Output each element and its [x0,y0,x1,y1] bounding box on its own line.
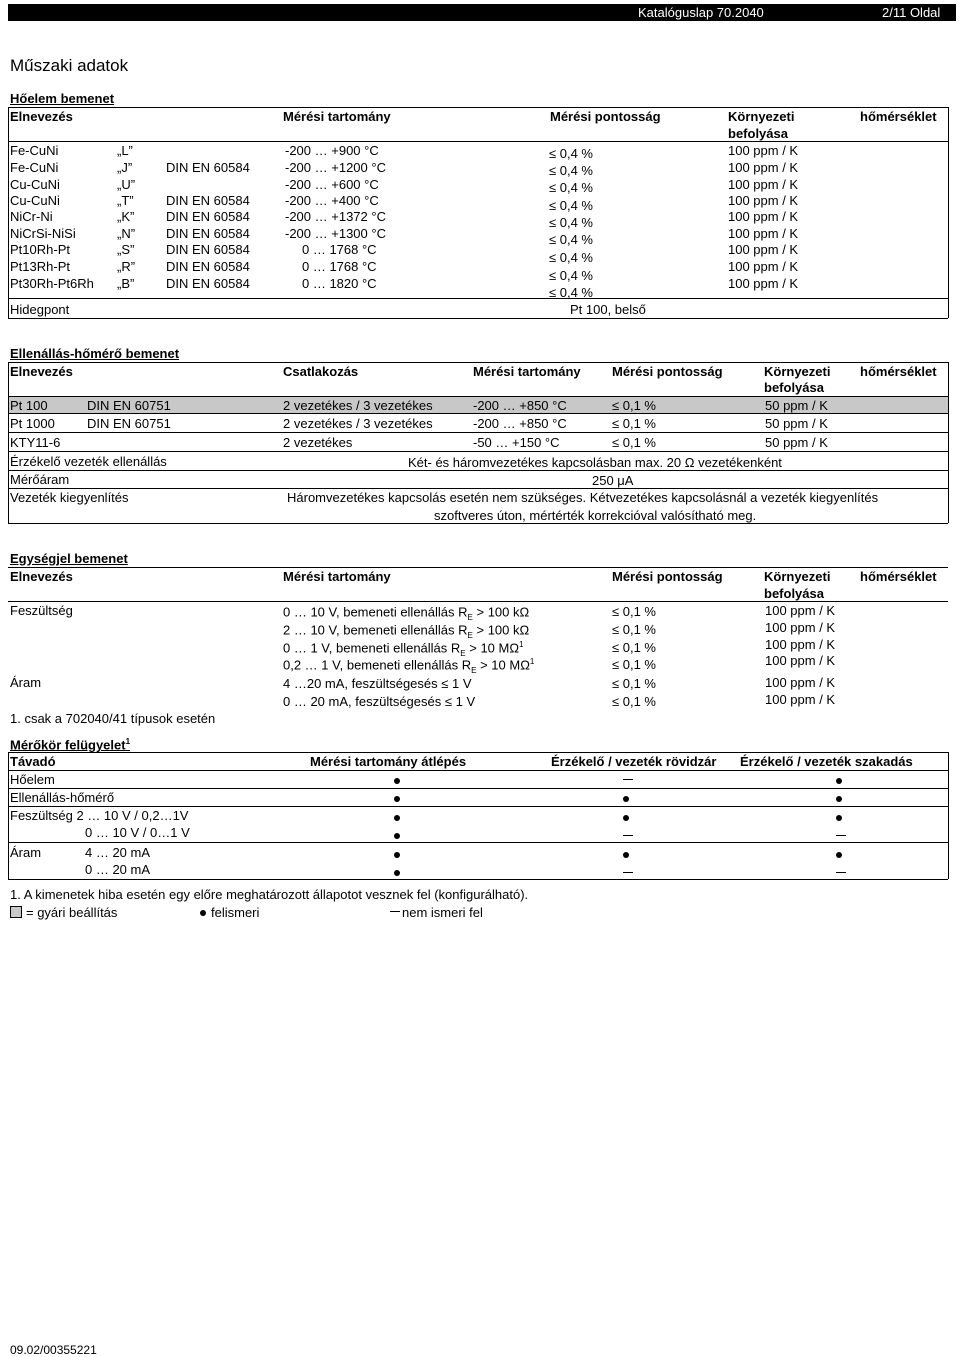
table-border [948,107,949,318]
monitor-row-sublabel: 0 … 20 mA [85,862,151,877]
th-env: Környezeti [728,109,795,124]
lead-compensation-value-1: Háromvezetékes kapcsolás esetén nem szükséges. Kétvezetékes kapcsolásnál a vezeték kiegyenlítés [287,490,879,505]
tc-env: 100 ppm / K [728,193,799,208]
th-range: Mérési tartomány [283,569,391,584]
th-name: Elnevezés [10,109,73,124]
voltage-env: 100 ppm / K [765,603,836,618]
tc-type: „T” [117,193,134,208]
voltage-accuracy: ≤ 0,1 % [612,657,656,672]
rtd-accuracy: ≤ 0,1 % [612,416,656,431]
tc-accuracy: ≤ 0,4 % [549,146,593,161]
header-bar [8,4,956,21]
th-open-circuit: Érzékelő / vezeték szakadás [740,754,913,769]
tc-standard: DIN EN 60584 [166,276,250,291]
table-border [8,362,9,523]
th-env-3: befolyása [764,380,824,395]
divider [8,770,948,771]
recognised-dot [836,852,842,858]
rtd-connection: 2 vezetékes / 3 vezetékes [283,416,433,431]
page-number: 2/11 Oldal [882,5,941,20]
rtd-standard: DIN EN 60751 [87,416,171,431]
recognised-dot [623,815,629,821]
measuring-current-value: 250 μA [592,473,634,488]
recognised-dot [623,852,629,858]
voltage-accuracy: ≤ 0,1 % [612,640,656,655]
current-accuracy: ≤ 0,1 % [612,676,656,691]
tc-env: 100 ppm / K [728,160,799,175]
tc-name: Pt13Rh-Pt [10,259,70,274]
tc-standard: DIN EN 60584 [166,259,250,274]
rtd-name: Pt 1000 [10,416,55,431]
th-name: Elnevezés [10,364,73,379]
tc-range: 0 … 1768 °C [302,259,377,274]
tc-name: Pt10Rh-Pt [10,242,70,257]
lead-compensation-label: Vezeték kiegyenlítés [10,490,129,505]
measuring-current-label: Mérőáram [10,472,70,487]
rtd-name: Pt 100 [10,398,48,413]
legend-unknown: nem ismeri fel [402,905,483,920]
th-short-circuit: Érzékelő / vezeték rövidzár [551,754,717,769]
divider [8,488,948,489]
tc-env: 100 ppm / K [728,177,799,192]
tc-env: 100 ppm / K [728,226,799,241]
tc-accuracy: ≤ 0,4 % [549,198,593,213]
tc-range: 0 … 1768 °C [302,242,377,257]
tc-name: NiCr-Ni [10,209,53,224]
th-env-2: hőmérséklet [860,364,937,379]
divider [8,788,948,789]
not-recognised-dash [623,872,633,873]
recognised-dot [394,778,400,784]
not-recognised-dash [623,779,633,780]
tc-name: Pt30Rh-Pt6Rh [10,276,94,291]
recognised-dot [394,833,400,839]
voltage-range: 0 … 10 V, bemeneti ellenállás $R_E > 100$ kΩ [283,604,530,622]
voltage-range: 2 … 10 V, bemeneti ellenállás $R_E > 100$ kΩ [283,622,530,640]
tc-range: -200 … +900 °C [285,143,379,158]
tc-range: -200 … +1300 °C [285,226,386,241]
tc-name: NiCrSi-NiSi [10,226,76,241]
cold-junction-value: Pt 100, belső [570,302,646,317]
tc-env: 100 ppm / K [728,276,799,291]
current-label: Áram [10,675,42,690]
recognised-dot [836,778,842,784]
th-env-2: hőmérséklet [860,109,937,124]
tc-env: 100 ppm / K [728,242,799,257]
divider [8,413,948,414]
tc-standard: DIN EN 60584 [166,242,250,257]
catalog-number: Katalóguslap 70.2040 [638,5,764,20]
document-number: 09.02/00355221 [10,1343,97,1357]
divider [8,842,948,843]
divider [8,601,948,602]
rtd-accuracy: ≤ 0,1 % [612,435,656,450]
factory-default-swatch [10,906,22,918]
unit-footnote: 1. csak a 702040/41 típusok esetén [10,711,216,726]
divider [8,523,948,524]
current-env: 100 ppm / K [765,692,836,707]
tc-type: „S” [117,242,135,257]
monitor-row-label: Áram [10,845,42,860]
tc-type: „B” [117,276,135,291]
tc-name: Cu-CuNi [10,193,60,208]
tc-type: „K” [117,209,135,224]
divider [8,806,948,807]
tc-type: „N” [117,226,136,241]
table-border [8,752,9,879]
rtd-connection: 2 vezetékes [283,435,353,450]
th-sensor: Távadó [10,754,56,769]
th-connection: Csatlakozás [283,364,359,379]
recognised-dot [394,796,400,802]
tc-standard: DIN EN 60584 [166,209,250,224]
tc-accuracy: ≤ 0,4 % [549,285,593,300]
recognised-dot [836,796,842,802]
th-acc: Mérési pontosság [612,569,723,584]
voltage-label: Feszültség [10,603,73,618]
divider [8,470,948,471]
tc-range: -200 … +1200 °C [285,160,386,175]
divider [8,752,948,753]
tc-type: „R” [117,259,136,274]
section-standard-signal: Egységjel bemenet [10,551,128,566]
th-env: Környezeti [764,364,831,379]
th-name: Elnevezés [10,569,73,584]
tc-range: -200 … +1372 °C [285,209,386,224]
tc-name: Fe-CuNi [10,143,59,158]
voltage-env: 100 ppm / K [765,653,836,668]
table-border [8,107,9,318]
current-range: 0 … 20 mA, feszültségesés ≤ 1 V [283,694,476,709]
th-env: Környezeti [764,569,831,584]
rtd-standard: DIN EN 60751 [87,398,171,413]
current-accuracy: ≤ 0,1 % [612,694,656,709]
divider [8,141,948,142]
current-range: 4 …20 mA, feszültségesés ≤ 1 V [283,676,472,691]
rtd-range: -200 … +850 °C [473,416,567,431]
divider [8,318,948,319]
rtd-name: KTY11-6 [10,435,61,450]
rtd-range: -50 … +150 °C [473,435,560,450]
tc-env: 100 ppm / K [728,209,799,224]
tc-accuracy: ≤ 0,4 % [549,215,593,230]
legend-known: felismeri [211,905,260,920]
tc-accuracy: ≤ 0,4 % [549,232,593,247]
th-out-of-range: Mérési tartomány átlépés [310,754,467,769]
monitor-row-label: Feszültség 2 … 10 V / 0,2…1V [10,808,189,823]
voltage-range: 0 … 1 V, bemeneti ellenállás $R_E > 10$ $M\Omega^1$ [283,640,524,658]
monitor-row-sublabel: 4 … 20 mA [85,845,151,860]
tc-accuracy: ≤ 0,4 % [549,163,593,178]
rtd-env: 50 ppm / K [765,398,828,413]
section-rtd: Ellenállás-hőmérő bemenet [10,346,180,361]
voltage-env: 100 ppm / K [765,620,836,635]
tc-type: „L” [117,143,133,158]
rtd-accuracy: ≤ 0,1 % [612,398,656,413]
voltage-accuracy: ≤ 0,1 % [612,622,656,637]
not-recognised-dash [623,835,633,836]
divider [8,107,948,108]
recognised-dot [836,815,842,821]
tc-accuracy: ≤ 0,4 % [549,250,593,265]
voltage-range: 0,2 … 1 V, bemeneti ellenállás $R_E > 10$ $M\Omega^1$ [283,657,535,675]
divider [8,396,948,397]
current-env: 100 ppm / K [765,675,836,690]
divider [8,879,948,880]
sensor-resistance-label: Érzékelő vezeték ellenállás [10,454,167,469]
tc-name: Fe-CuNi [10,160,59,175]
divider [8,451,948,452]
tc-range: -200 … +400 °C [285,193,379,208]
cold-junction-label: Hidegpont [10,302,70,317]
th-env-2: hőmérséklet [860,569,937,584]
voltage-env: 100 ppm / K [765,637,836,652]
tc-standard: DIN EN 60584 [166,193,250,208]
sensor-resistance-value: Két- és háromvezetékes kapcsolásban max. 20 Ω vezetékenként [408,455,782,470]
table-border [948,752,949,879]
legend-factory: = gyári beállítás [26,905,118,920]
lead-compensation-value-2: szoftveres úton, mértérték korrekcióval valósítható meg. [434,508,757,523]
table-border [948,362,949,523]
tc-env: 100 ppm / K [728,259,799,274]
tc-range: -200 … +600 °C [285,177,379,192]
recognised-dot [394,815,400,821]
legend-dot [200,910,206,916]
monitor-row-sublabel: 0 … 10 V / 0…1 V [85,825,190,840]
section-thermocouple: Hőelem bemenet [10,91,115,106]
th-range: Mérési tartomány [283,109,391,124]
th-acc: Mérési pontosság [612,364,723,379]
divider [8,298,948,299]
divider [8,362,948,363]
tc-standard: DIN EN 60584 [166,160,250,175]
page-title: Műszaki adatok [10,56,129,75]
not-recognised-dash [836,835,846,836]
rtd-connection: 2 vezetékes / 3 vezetékes [283,398,433,413]
th-env-3: befolyása [764,586,824,601]
tc-name: Cu-CuNi [10,177,60,192]
monitor-row-label: Ellenállás-hőmérő [10,790,115,805]
voltage-accuracy: ≤ 0,1 % [612,604,656,619]
divider [8,432,948,433]
th-env-3: befolyása [728,126,788,141]
monitor-row-label: Hőelem [10,772,55,787]
legend-dash [390,911,400,912]
th-range: Mérési tartomány [473,364,581,379]
recognised-dot [394,870,400,876]
tc-type: „U” [117,177,136,192]
divider [8,567,948,568]
tc-accuracy: ≤ 0,4 % [549,180,593,195]
monitor-footnote: 1. A kimenetek hiba esetén egy előre meghatározott állapotot vesznek fel (konfigurálható). [10,887,529,902]
tc-accuracy: ≤ 0,4 % [549,268,593,283]
recognised-dot [623,796,629,802]
tc-standard: DIN EN 60584 [166,226,250,241]
rtd-env: 50 ppm / K [765,435,828,450]
tc-type: „J” [117,160,133,175]
th-acc: Mérési pontosság [550,109,661,124]
section-circuit-monitoring: Mérőkör felügyelet$^1$ [10,737,131,753]
tc-env: 100 ppm / K [728,143,799,158]
rtd-env: 50 ppm / K [765,416,828,431]
recognised-dot [394,852,400,858]
not-recognised-dash [836,872,846,873]
rtd-range: -200 … +850 °C [473,398,567,413]
tc-range: 0 … 1820 °C [302,276,377,291]
